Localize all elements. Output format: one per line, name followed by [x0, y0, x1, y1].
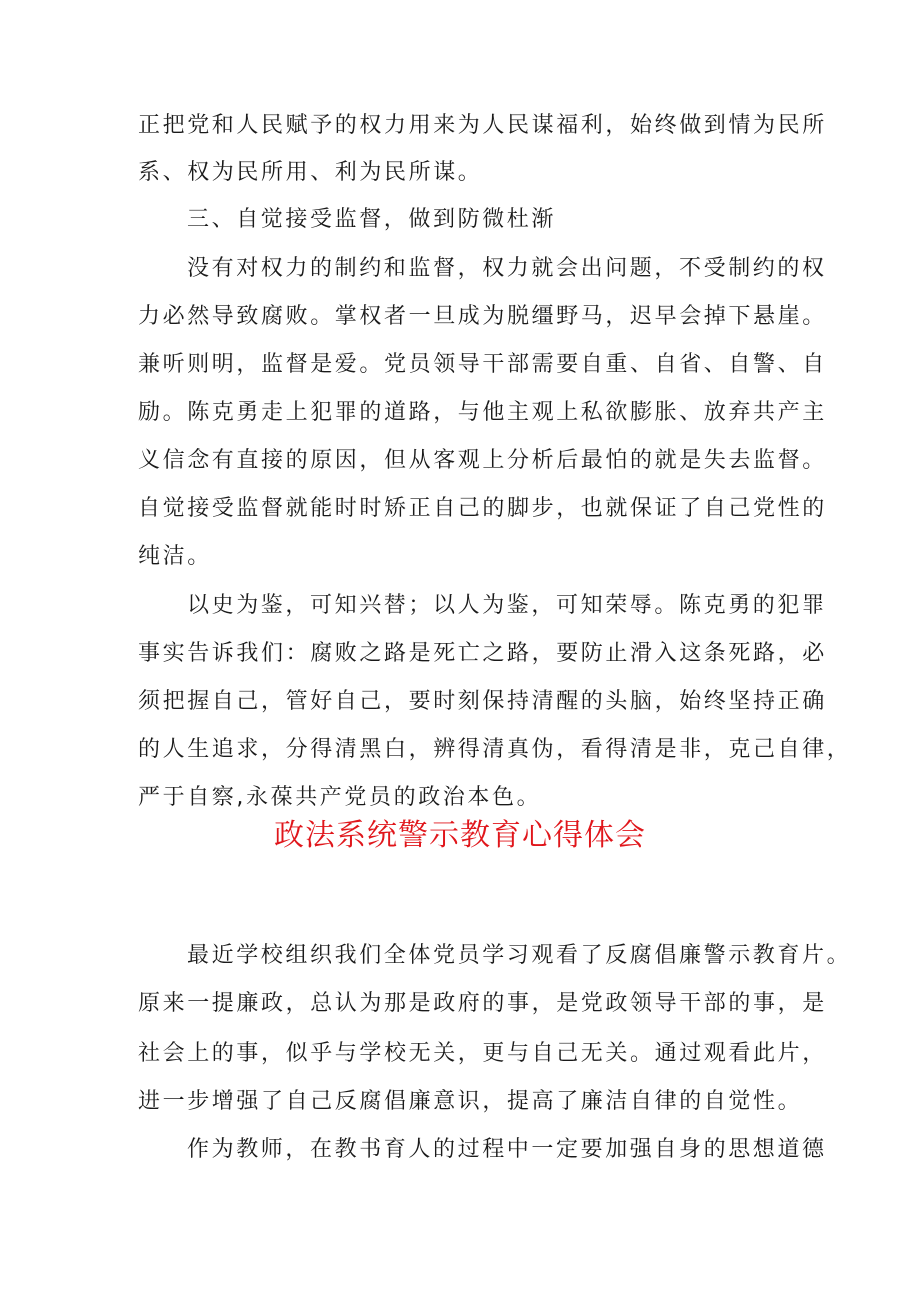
body-text-line: 系、权为民所用、利为民所谋。 [138, 160, 483, 185]
body-text-line: 力必然导致腐败。掌权者一旦成为脱缰野马，迟早会掉下悬崖。 [138, 304, 827, 329]
body-text-line: 励。陈克勇走上犯罪的道路，与他主观上私欲膨胀、放弃共产主 [138, 400, 827, 425]
body-text-line: 正把党和人民赋予的权力用来为人民谋福利，始终做到情为民所 [138, 113, 827, 138]
article-title: 政法系统警示教育心得体会 [274, 818, 646, 853]
body-text-line: 严于自察,永葆共产党员的政治本色。 [138, 785, 542, 810]
body-text-line: 自觉接受监督就能时时矫正自己的脚步，也就保证了自己党性的 [138, 496, 827, 521]
body-text-line: 事实告诉我们：腐败之路是死亡之路，要防止滑入这条死路，必 [138, 641, 827, 666]
body-text-line: 没有对权力的制约和监督，权力就会出问题，不受制约的权 [187, 256, 827, 281]
body-text-line: 的人生追求，分得清黑白，辨得清真伪，看得清是非，克己自律， [138, 737, 852, 762]
body-text-line: 兼听则明，监督是爱。党员领导干部需要自重、自省、自警、自 [138, 352, 827, 377]
body-text-line: 义信念有直接的原因，但从客观上分析后最怕的就是失去监督。 [138, 448, 827, 473]
body-text-line: 最近学校组织我们全体党员学习观看了反腐倡廉警示教育片。 [187, 943, 852, 968]
body-text-line: 社会上的事，似乎与学校无关，更与自己无关。通过观看此片， [138, 1041, 827, 1066]
body-text-line: 进一步增强了自己反腐倡廉意识，提高了廉洁自律的自觉性。 [138, 1089, 803, 1114]
body-text-line: 原来一提廉政，总认为那是政府的事，是党政领导干部的事，是 [138, 991, 827, 1016]
body-text-line: 以史为鉴，可知兴替；以人为鉴，可知荣辱。陈克勇的犯罪 [187, 593, 827, 618]
section-heading: 三、自觉接受监督，做到防微杜渐 [187, 207, 557, 232]
body-text-line: 作为教师，在教书育人的过程中一定要加强自身的思想道德 [187, 1137, 827, 1162]
body-text-line: 纯洁。 [138, 544, 212, 569]
body-text-line: 须把握自己，管好自己，要时刻保持清醒的头脑，始终坚持正确 [138, 689, 827, 714]
